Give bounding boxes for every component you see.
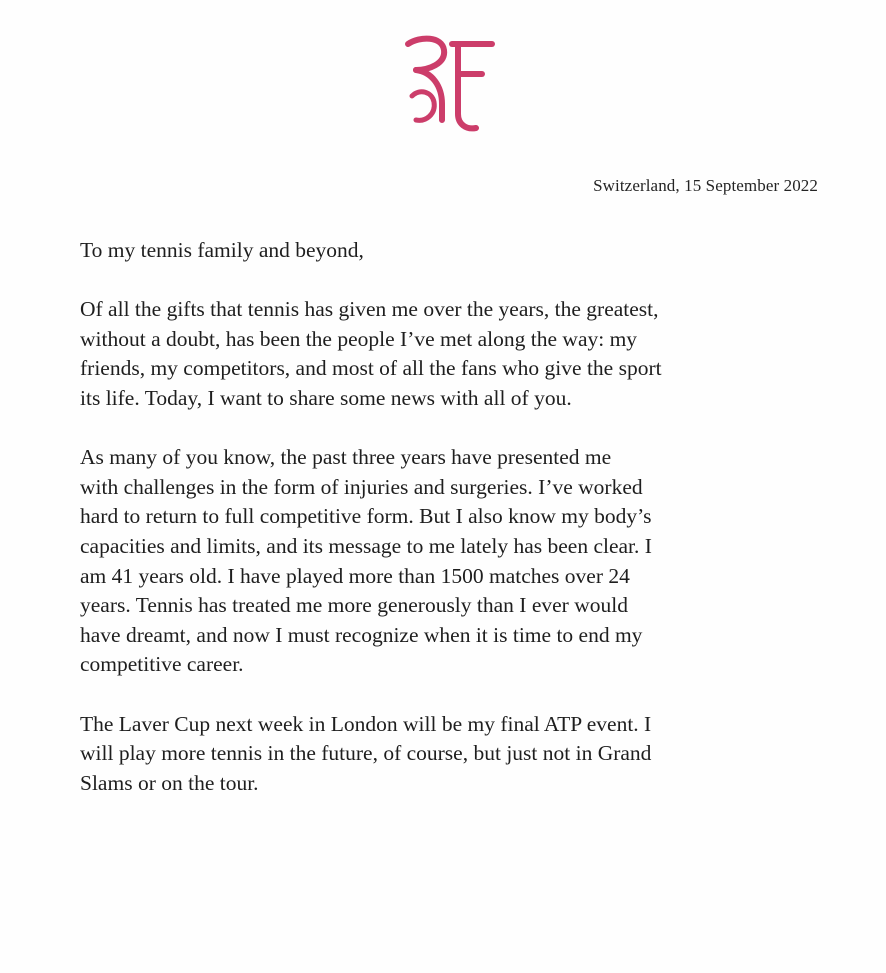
rf-monogram-icon [398, 30, 498, 135]
paragraph-line: without a doubt, has been the people I’ve met along the way: my [80, 326, 638, 351]
rf-logo [398, 30, 498, 135]
paragraph-line: The Laver Cup next week in London will be my final ATP event. I [80, 711, 652, 736]
letter-paragraph-2 [80, 443, 840, 680]
paragraph-line: As many of you know, the past three years have presented me [80, 445, 612, 470]
paragraph-line: its life. Today, I want to share some news with all of you. [80, 385, 572, 410]
letter-dateline: Switzerland, 15 September 2022 [593, 176, 818, 195]
paragraph-line: with challenges in the form of injuries and surgeries. I’ve worked [80, 474, 643, 499]
paragraph-line: Slams or on the tour. [80, 770, 259, 795]
letter-salutation: To my tennis family and beyond, [80, 238, 364, 262]
letter-paragraph-3 [80, 710, 840, 799]
paragraph-line: Of all the gifts that tennis has given me over the years, the greatest, [80, 297, 659, 322]
paragraph-line: will play more tennis in the future, of course, but just not in Grand [80, 741, 652, 766]
paragraph-line: have dreamt, and now I must recognize when it is time to end my [80, 622, 643, 647]
paragraph-line: years. Tennis has treated me more generously than I ever would [80, 593, 628, 618]
paragraph-line: capacities and limits, and its message to me lately has been clear. I [80, 533, 652, 558]
paragraph-line: am 41 years old. I have played more than 1500 matches over 24 [80, 563, 630, 588]
paragraph-line: competitive career. [80, 652, 244, 677]
paragraph-line: hard to return to full competitive form. But I also know my body’s [80, 504, 652, 529]
paragraph-line: friends, my competitors, and most of all the fans who give the sport [80, 356, 662, 381]
letter-body [80, 236, 840, 798]
letter-paragraph-1 [80, 295, 840, 413]
